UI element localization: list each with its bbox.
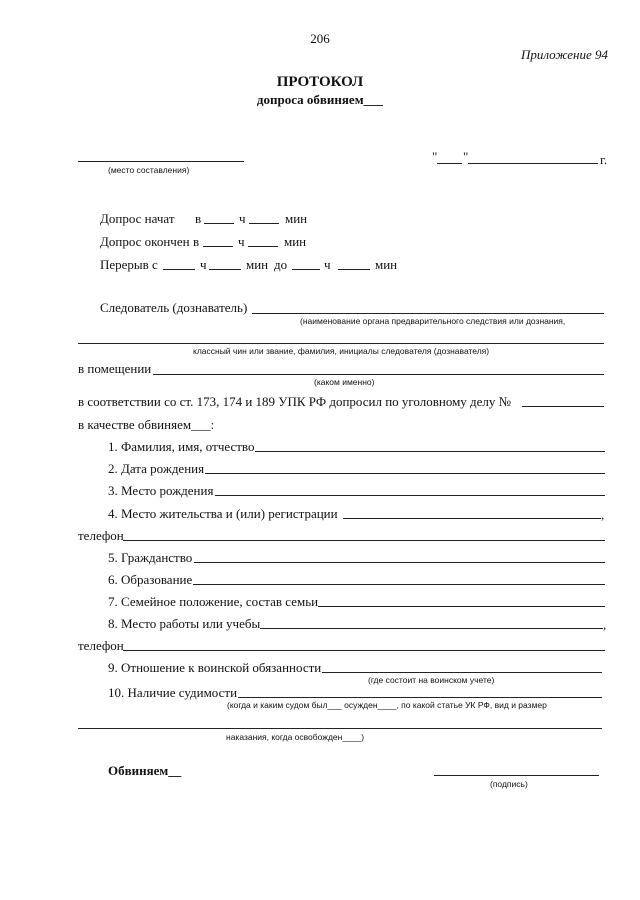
finished-minutes-field[interactable] <box>248 246 278 247</box>
date-year-suffix: г. <box>600 152 608 167</box>
signature-caption: (подпись) <box>490 779 528 789</box>
field-4-comma: , <box>601 507 605 522</box>
finished-v: в <box>193 234 200 249</box>
break-label: Перерыв с <box>100 257 158 272</box>
finished-min: мин <box>284 234 307 249</box>
field-9-input[interactable] <box>322 672 602 673</box>
break-from-hours-field[interactable] <box>163 269 195 270</box>
started-ch: ч <box>239 211 246 226</box>
field-8-comma: , <box>603 617 607 632</box>
started-v: в <box>195 211 202 226</box>
break-from-min: мин <box>246 257 269 272</box>
field-3-input[interactable] <box>215 495 605 496</box>
field-4-input[interactable] <box>343 518 601 519</box>
field-10-caption-2: наказания, когда освобожден____) <box>226 732 365 742</box>
field-9-label: 9. Отношение к воинской обязанности <box>108 660 322 675</box>
field-8-input[interactable] <box>260 628 603 629</box>
field-9-caption: (где состоит на воинском учете) <box>368 675 495 685</box>
page-number: 206 <box>310 31 330 46</box>
finished-ch: ч <box>238 234 245 249</box>
break-to-ch: ч <box>324 257 331 272</box>
field-10-input[interactable] <box>238 697 602 698</box>
place-line[interactable] <box>78 161 244 162</box>
date-quote-right: " <box>463 149 469 164</box>
investigator-field[interactable] <box>252 313 604 314</box>
field-4-label: 4. Место жительства и (или) регистрации <box>108 506 338 521</box>
field-1-input[interactable] <box>255 451 605 452</box>
field-10-label: 10. Наличие судимости <box>108 685 238 700</box>
room-caption: (каком именно) <box>314 377 375 387</box>
room-label: в помещении <box>78 361 152 376</box>
investigator-caption-2: классный чин или звание, фамилия, инициалы следователя (дознавателя) <box>193 346 490 356</box>
investigator-field-2[interactable] <box>78 343 604 344</box>
phone-label-2: телефон <box>78 638 124 653</box>
document-title: ПРОТОКОЛ <box>276 74 364 90</box>
field-10-caption-1: (когда и каким судом был___ осужден____, по какой статье УК РФ, вид и размер <box>227 700 547 710</box>
field-1-label: 1. Фамилия, имя, отчество <box>108 439 255 454</box>
break-from-ch: ч <box>200 257 207 272</box>
field-6-label: 6. Образование <box>108 572 193 587</box>
accordance-text: в соответствии со ст. 173, 174 и 189 УПК РФ допросил по уголовному делу № <box>78 394 512 409</box>
accused-signature-label: Обвиняем__ <box>108 763 182 778</box>
place-caption: (место составления) <box>108 165 190 175</box>
break-from-minutes-field[interactable] <box>209 269 241 270</box>
break-to-minutes-field[interactable] <box>338 269 370 270</box>
date-day-line[interactable] <box>437 163 462 164</box>
investigator-label: Следователь (дознаватель) <box>100 300 248 315</box>
break-to-hours-field[interactable] <box>292 269 320 270</box>
field-8-label: 8. Место работы или учебы <box>108 616 261 631</box>
as-accused-label: в качестве обвиняем___: <box>78 417 215 432</box>
appendix-label: Приложение 94 <box>520 47 608 62</box>
break-do: до <box>274 257 288 272</box>
started-hours-field[interactable] <box>204 223 234 224</box>
field-7-input[interactable] <box>318 606 605 607</box>
started-min: мин <box>285 211 308 226</box>
break-to-min: мин <box>375 257 398 272</box>
field-5-input[interactable] <box>194 562 605 563</box>
field-5-label: 5. Гражданство <box>108 550 193 565</box>
date-quote-left: " <box>432 149 438 164</box>
field-7-label: 7. Семейное положение, состав семьи <box>108 594 319 609</box>
started-minutes-field[interactable] <box>249 223 279 224</box>
field-2-label: 2. Дата рождения <box>108 461 205 476</box>
phone-input-2[interactable] <box>123 650 605 651</box>
signature-line[interactable] <box>434 775 599 776</box>
case-number-field[interactable] <box>522 406 604 407</box>
interrogation-started-label: Допрос начат <box>100 211 175 226</box>
interrogation-finished-label: Допрос окончен <box>100 234 190 249</box>
phone-input-1[interactable] <box>123 540 605 541</box>
field-6-input[interactable] <box>193 584 605 585</box>
phone-label-1: телефон <box>78 528 124 543</box>
finished-hours-field[interactable] <box>203 246 233 247</box>
document-subtitle: допроса обвиняем___ <box>256 92 384 107</box>
field-10-input-2[interactable] <box>78 728 602 729</box>
date-month-year-line[interactable] <box>468 163 598 164</box>
field-3-label: 3. Место рождения <box>108 483 214 498</box>
field-2-input[interactable] <box>205 473 605 474</box>
investigator-caption-1: (наименование органа предварительного следствия или дознания, <box>300 316 566 326</box>
room-field[interactable] <box>153 374 604 375</box>
